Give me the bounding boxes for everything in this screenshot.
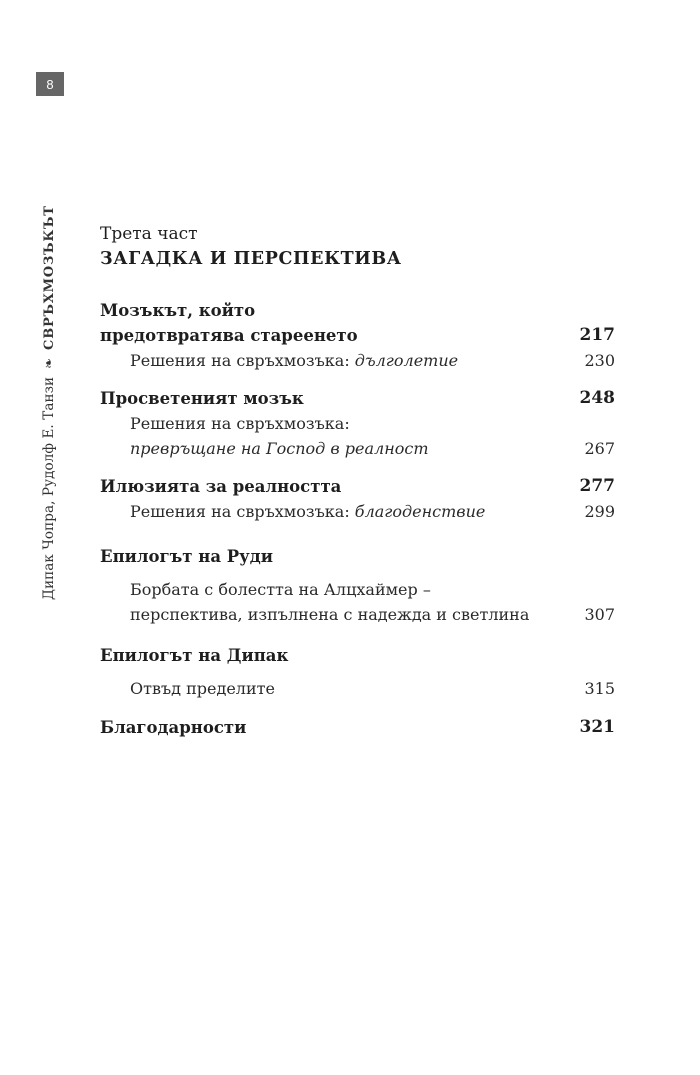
toc-chapter-title: Илюзията за реалността [100, 477, 342, 496]
toc-chapter-entry [100, 474, 615, 499]
toc-page-number: 277 [579, 476, 615, 496]
toc-chapter-entry [100, 298, 615, 323]
toc-page-number: 321 [579, 717, 615, 737]
toc-page-number: 299 [584, 502, 615, 521]
toc-chapter-entry [100, 643, 615, 668]
toc-subentry [100, 676, 615, 701]
toc-subentry [100, 436, 615, 461]
toc-chapter-title: Просветеният мозък [100, 389, 304, 408]
toc-page-number: 217 [579, 325, 615, 345]
toc-subentry [100, 411, 615, 436]
running-head-authors: Дипак Чопра, Рудолф Е. Танзи [41, 376, 57, 600]
toc-page-number: 267 [584, 439, 615, 458]
toc-chapter-title: Мозъкът, който [100, 301, 256, 320]
toc-page-number: 230 [584, 351, 615, 370]
toc-chapter-title: предотвратява стареенето [100, 326, 358, 345]
toc-chapter-title: Благодарности [100, 718, 247, 737]
table-of-contents [100, 222, 615, 740]
toc-subentry-title: превръщане на Господ в реалност [130, 439, 429, 458]
toc-chapter-entry [100, 715, 615, 740]
running-head [38, 205, 60, 600]
toc-subentry [100, 577, 615, 602]
page-number: 8 [36, 72, 64, 96]
toc-subentry-title: Борбата с болестта на Алцхаймер – [130, 580, 431, 599]
toc-subentry [100, 499, 615, 524]
toc-chapter-entry [100, 544, 615, 569]
toc-subentry [100, 348, 615, 373]
part-label: Трета част [100, 224, 198, 244]
toc-subentry-title: перспектива, изпълнена с надежда и светлина [130, 605, 530, 624]
toc-page-number: 248 [579, 388, 615, 408]
toc-chapter-title: Епилогът на Дипак [100, 646, 289, 665]
toc-subentry-title: Решения на свръхмозъка: дълголетие [130, 351, 459, 370]
toc-subentry [100, 602, 615, 627]
toc-subentry-title: Решения на свръхмозъка: благоденствие [130, 502, 486, 521]
fleuron-icon: ❧ [41, 357, 57, 369]
part-title: ЗАГАДКА И ПЕРСПЕКТИВА [100, 249, 402, 269]
toc-chapter-title: Епилогът на Руди [100, 547, 273, 566]
toc-page-number: 315 [584, 679, 615, 698]
toc-chapter-entry [100, 386, 615, 411]
toc-subentry-title: Решения на свръхмозъка: [130, 414, 350, 433]
toc-page-number: 307 [584, 605, 615, 624]
running-head-book-title: СВРЪХМОЗЪКЪТ [41, 205, 57, 350]
toc-chapter-entry [100, 323, 615, 348]
toc-subentry-title: Отвъд пределите [130, 679, 275, 698]
